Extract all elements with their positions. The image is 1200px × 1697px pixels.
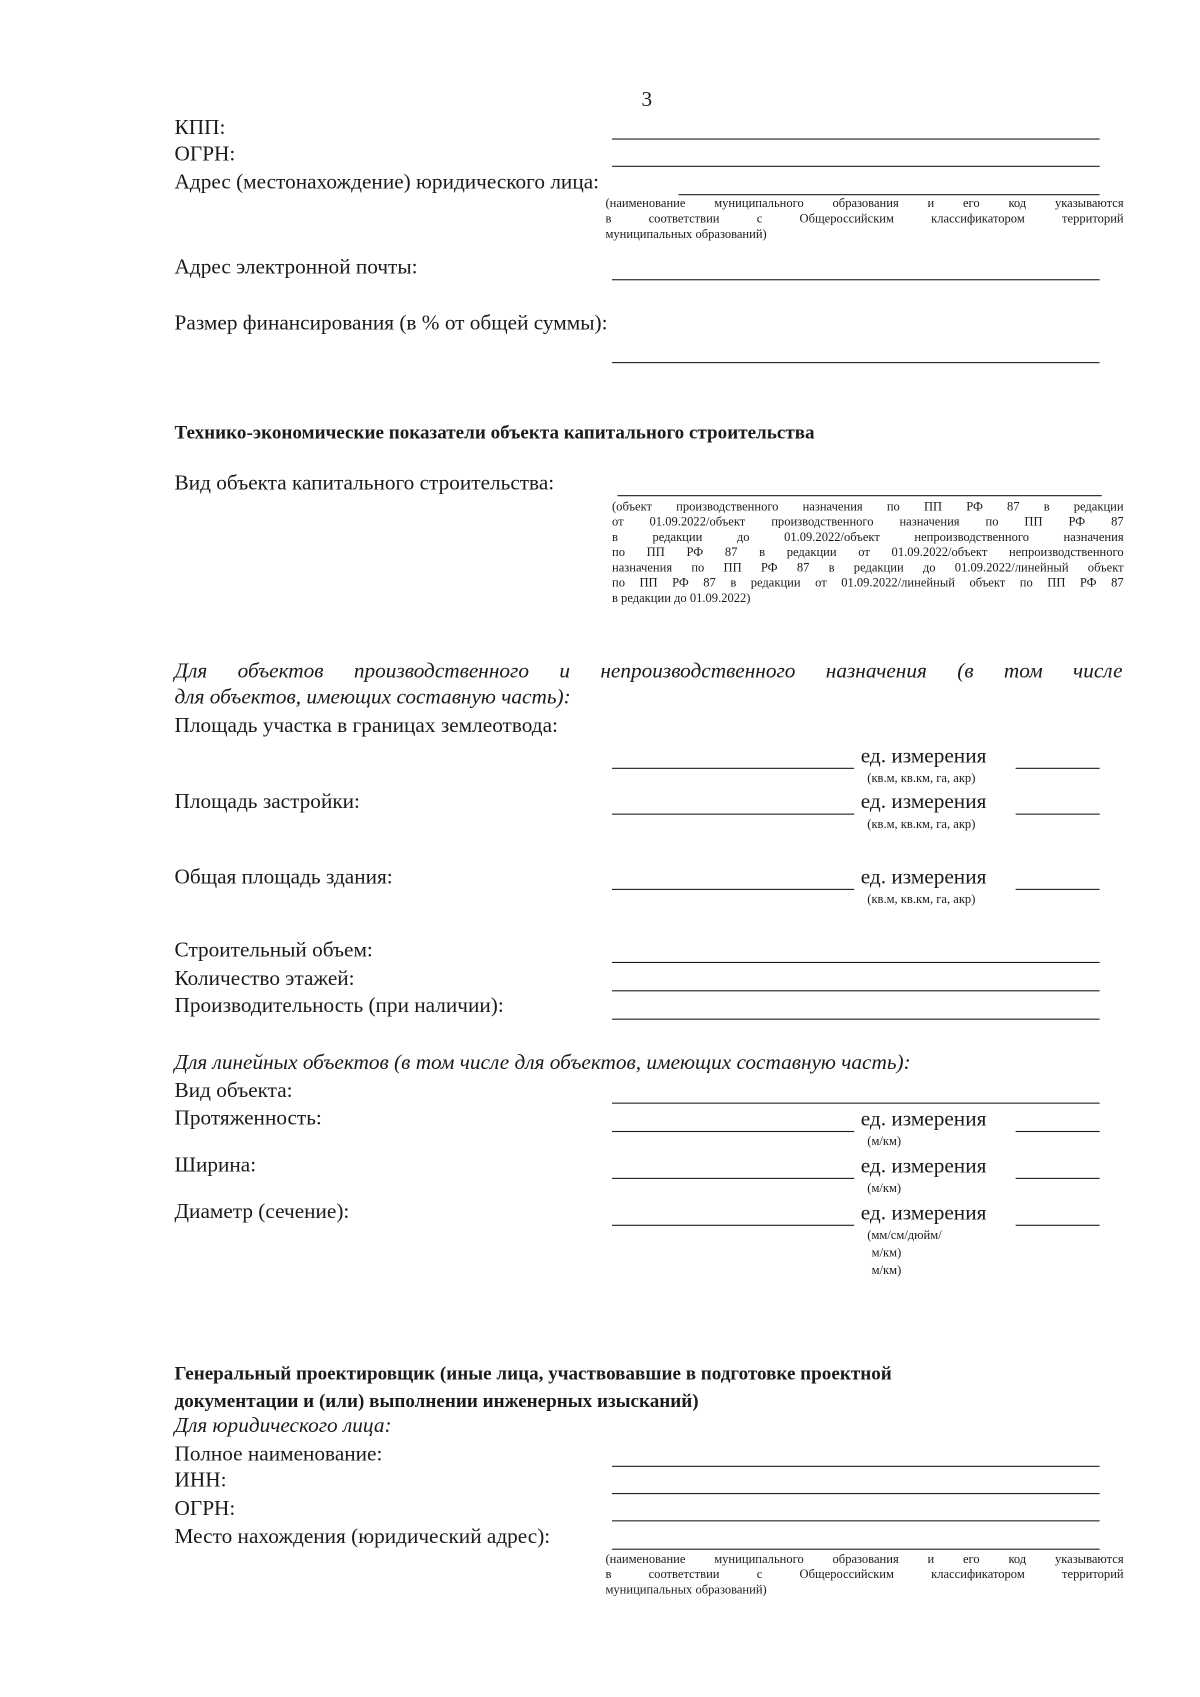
- note-line: в соответствии с Общероссийским классификатором территорий: [605, 1568, 1124, 1582]
- land-area-unit-field-line[interactable]: [1016, 768, 1100, 769]
- note-line: от 01.09.2022/объект производственного назначения по ПП РФ 87: [611, 515, 1124, 529]
- production-intro-line-2: для объектов, имеющих составную часть):: [174, 685, 571, 709]
- tech-section-heading: Технико-экономические показатели объекта капитального строительства: [174, 420, 815, 443]
- building-footprint-units-hint: (кв.м, кв.км, га, акр): [867, 817, 976, 832]
- note-line: в соответствии с Общероссийским классификатором территорий: [605, 212, 1124, 226]
- financing-field-line[interactable]: [612, 362, 1100, 363]
- note-line: муниципальных образований): [605, 227, 767, 242]
- email-label: Адрес электронной почты:: [174, 256, 418, 280]
- note-line: (наименование муниципального образования и его код указываются: [605, 197, 1124, 211]
- full-name-field-line[interactable]: [612, 1466, 1100, 1467]
- total-area-label: Общая площадь здания:: [174, 865, 393, 889]
- note-line: по ПП РФ 87 в редакции от 01.09.2022/линейный объект по ПП РФ 87: [611, 576, 1124, 591]
- note-line: по ПП РФ 87 в редакции от 01.09.2022/объект непроизводственного: [611, 546, 1124, 560]
- diameter-field-line[interactable]: [612, 1225, 854, 1226]
- ogrn-field-line[interactable]: [612, 166, 1100, 167]
- productivity-field-line[interactable]: [612, 1019, 1100, 1020]
- full-name-label: Полное наименование:: [174, 1442, 383, 1466]
- volume-field-line[interactable]: [612, 962, 1100, 963]
- total-area-field-line[interactable]: [612, 889, 854, 890]
- land-area-unit-label: ед. измерения: [860, 744, 987, 768]
- note-line: в редакции до 01.09.2022/объект непроизводственного назначения: [611, 531, 1124, 545]
- width-unit-label: ед. измерения: [860, 1154, 987, 1178]
- width-field-line[interactable]: [612, 1178, 854, 1179]
- note-line: (наименование муниципального образования и его код указываются: [605, 1553, 1124, 1567]
- linear-intro: Для линейных объектов (в том числе для объектов, имеющих составную часть):: [174, 1051, 911, 1075]
- financing-label: Размер финансирования (в % от общей суммы):: [174, 311, 608, 335]
- designer-heading-line-1: Генеральный проектировщик (иные лица, участвовавшие в подготовке проектной: [174, 1362, 892, 1384]
- length-units-hint: (м/км): [867, 1135, 902, 1149]
- designer-ogrn-label: ОГРН:: [174, 1497, 236, 1521]
- note-line: назначения по ПП РФ 87 в редакции до 01.09.2022/линейный объект: [611, 561, 1124, 575]
- object-type-field-line[interactable]: [617, 495, 1101, 496]
- page-number: 3: [641, 88, 653, 112]
- production-intro-line-1: Для объектов производственного и непроизводственного назначения (в том числе: [174, 659, 1123, 683]
- object-type-label: Вид объекта капитального строительства:: [174, 472, 555, 496]
- diameter-units-hint-line: м/км): [871, 1264, 902, 1278]
- inn-label: ИНН:: [174, 1469, 227, 1492]
- diameter-label: Диаметр (сечение):: [174, 1200, 350, 1224]
- legal-entity-label: Для юридического лица:: [174, 1414, 392, 1438]
- note-line: (объект производственного назначения по ПП РФ 87 в редакции: [611, 500, 1124, 514]
- width-label: Ширина:: [174, 1153, 257, 1177]
- length-unit-field-line[interactable]: [1016, 1131, 1100, 1132]
- floors-label: Количество этажей:: [174, 967, 355, 991]
- note-line: в редакции до 01.09.2022): [611, 592, 751, 606]
- object-type-note: [612, 499, 1124, 606]
- ogrn-label: ОГРН:: [174, 142, 236, 166]
- land-area-units-hint: (кв.м, кв.км, га, акр): [867, 772, 976, 786]
- designer-address-label: Место нахождения (юридический адрес):: [174, 1525, 551, 1549]
- building-footprint-unit-field-line[interactable]: [1016, 814, 1100, 815]
- length-label: Протяженность:: [174, 1106, 322, 1130]
- total-area-unit-field-line[interactable]: [1016, 889, 1100, 890]
- designer-heading-line-2: документации и (или) выполнении инженерных изысканий): [174, 1389, 699, 1412]
- building-footprint-label: Площадь застройки:: [174, 790, 360, 814]
- linear-type-label: Вид объекта:: [174, 1079, 293, 1103]
- kpp-field-line[interactable]: [612, 139, 1100, 140]
- diameter-units-hint-line: (мм/см/дюйм/: [867, 1229, 942, 1243]
- legal-address-label: Адрес (местонахождение) юридического лица:: [174, 171, 600, 195]
- width-unit-field-line[interactable]: [1016, 1178, 1100, 1179]
- diameter-units-hint-line: м/км): [871, 1246, 902, 1260]
- building-footprint-unit-label: ед. измерения: [860, 790, 987, 814]
- designer-ogrn-field-line[interactable]: [612, 1520, 1100, 1521]
- email-field-line[interactable]: [612, 279, 1100, 280]
- kpp-label: КПП:: [174, 116, 226, 140]
- productivity-label: Производительность (при наличии):: [174, 994, 504, 1018]
- diameter-unit-label: ед. измерения: [860, 1201, 987, 1225]
- diameter-unit-field-line[interactable]: [1016, 1225, 1100, 1226]
- total-area-units-hint: (кв.м, кв.км, га, акр): [867, 893, 976, 907]
- legal-address-field-line[interactable]: [679, 194, 1100, 195]
- length-field-line[interactable]: [612, 1131, 854, 1132]
- volume-label: Строительный объем:: [174, 939, 373, 962]
- width-units-hint: (м/км): [867, 1182, 902, 1196]
- designer-address-field-line[interactable]: [612, 1549, 1100, 1550]
- land-area-label: Площадь участка в границах землеотвода:: [174, 714, 558, 738]
- building-footprint-field-line[interactable]: [612, 814, 854, 815]
- inn-field-line[interactable]: [612, 1493, 1100, 1494]
- linear-type-field-line[interactable]: [612, 1103, 1100, 1104]
- designer-address-note: [605, 1552, 1123, 1598]
- land-area-field-line[interactable]: [612, 768, 854, 769]
- total-area-unit-label: ед. измерения: [860, 865, 987, 889]
- floors-field-line[interactable]: [612, 990, 1100, 991]
- note-line: муниципальных образований): [605, 1583, 767, 1597]
- length-unit-label: ед. измерения: [860, 1108, 987, 1131]
- legal-address-note: [605, 196, 1123, 242]
